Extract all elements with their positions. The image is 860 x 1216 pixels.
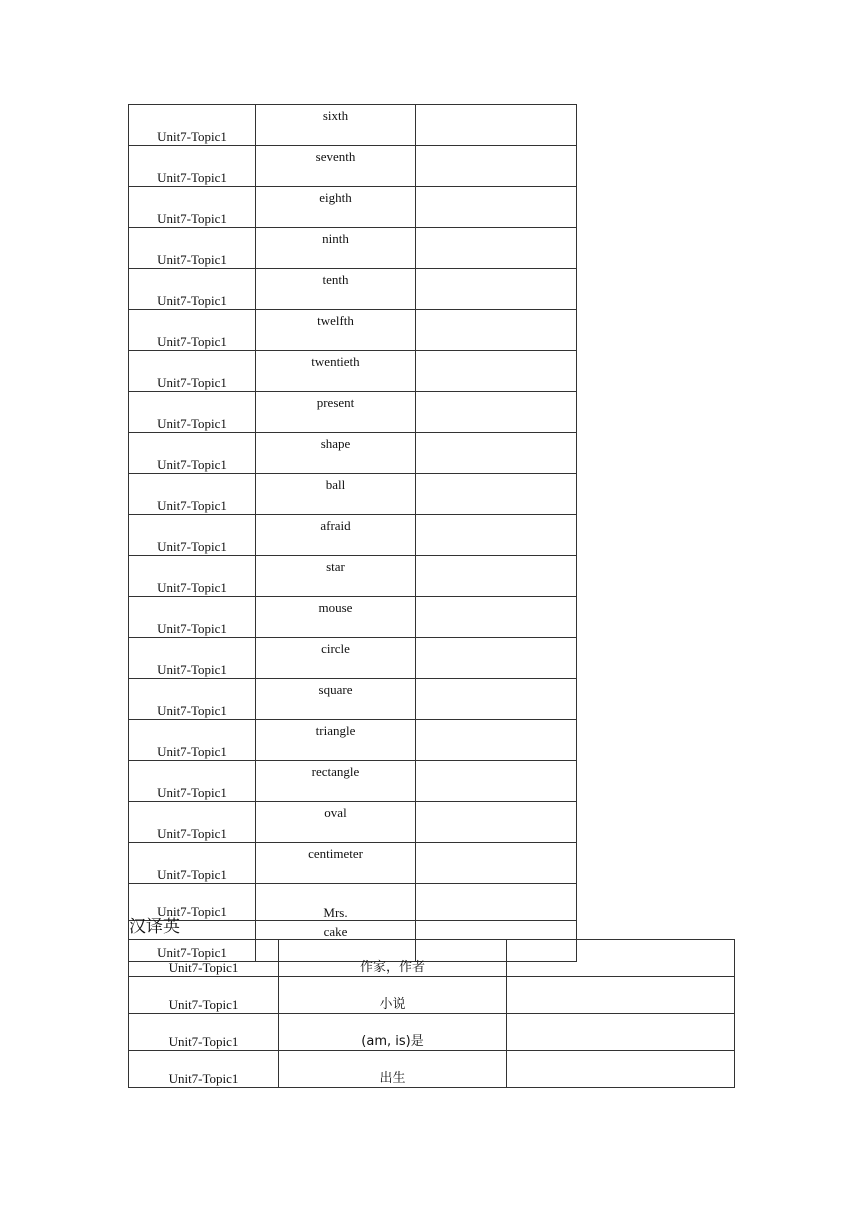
unit-cell: Unit7-Topic1 — [129, 1051, 279, 1088]
answer-cell[interactable] — [416, 761, 577, 802]
table-row — [129, 802, 577, 843]
word-cell: ninth — [256, 228, 416, 269]
answer-cell[interactable] — [416, 269, 577, 310]
unit-cell: Unit7-Topic1 — [129, 597, 256, 638]
unit-cell: Unit7-Topic1 — [129, 351, 256, 392]
answer-cell[interactable] — [507, 940, 735, 977]
table-row — [129, 1051, 735, 1088]
answer-cell[interactable] — [416, 474, 577, 515]
answer-cell[interactable] — [416, 597, 577, 638]
answer-cell[interactable] — [416, 187, 577, 228]
table-row — [129, 679, 577, 720]
word-cell: rectangle — [256, 761, 416, 802]
word-cell: twelfth — [256, 310, 416, 351]
english-to-chinese-table — [128, 104, 577, 962]
unit-cell: Unit7-Topic1 — [129, 187, 256, 228]
answer-cell[interactable] — [416, 720, 577, 761]
table-row — [129, 638, 577, 679]
unit-cell: Unit7-Topic1 — [129, 638, 256, 679]
word-cell: cake — [256, 921, 416, 962]
unit-cell: Unit7-Topic1 — [129, 515, 256, 556]
unit-cell: Unit7-Topic1 — [129, 1014, 279, 1051]
answer-cell[interactable] — [416, 556, 577, 597]
unit-cell: Unit7-Topic1 — [129, 843, 256, 884]
table-row — [129, 1014, 735, 1051]
answer-cell[interactable] — [416, 433, 577, 474]
word-cell: sixth — [256, 105, 416, 146]
word-cell: tenth — [256, 269, 416, 310]
word-cell: eighth — [256, 187, 416, 228]
table-row — [129, 515, 577, 556]
table-row — [129, 146, 577, 187]
word-cell: mouse — [256, 597, 416, 638]
unit-cell: Unit7-Topic1 — [129, 105, 256, 146]
table-row — [129, 351, 577, 392]
unit-cell: Unit7-Topic1 — [129, 884, 256, 921]
answer-cell[interactable] — [416, 884, 577, 921]
table-row — [129, 269, 577, 310]
table-row — [129, 187, 577, 228]
word-cell: 小说 — [279, 977, 507, 1014]
word-cell: circle — [256, 638, 416, 679]
word-cell: afraid — [256, 515, 416, 556]
answer-cell[interactable] — [416, 802, 577, 843]
answer-cell[interactable] — [416, 228, 577, 269]
word-cell: square — [256, 679, 416, 720]
answer-cell[interactable] — [416, 638, 577, 679]
answer-cell[interactable] — [507, 1051, 735, 1088]
answer-cell[interactable] — [416, 105, 577, 146]
word-cell: present — [256, 392, 416, 433]
unit-cell: Unit7-Topic1 — [129, 761, 256, 802]
chinese-to-english-table — [128, 939, 735, 1088]
unit-cell: Unit7-Topic1 — [129, 228, 256, 269]
word-cell: centimeter — [256, 843, 416, 884]
table-row — [129, 843, 577, 884]
table-row — [129, 940, 735, 977]
section-title: 汉译英 — [129, 917, 180, 937]
unit-cell: Unit7-Topic1 — [129, 269, 256, 310]
table-row — [129, 761, 577, 802]
table-row — [129, 474, 577, 515]
table-row — [129, 597, 577, 638]
answer-cell[interactable] — [416, 843, 577, 884]
answer-cell[interactable] — [416, 310, 577, 351]
table-row — [129, 720, 577, 761]
word-cell: oval — [256, 802, 416, 843]
word-cell: triangle — [256, 720, 416, 761]
unit-cell: Unit7-Topic1 — [129, 310, 256, 351]
word-cell: ball — [256, 474, 416, 515]
answer-cell[interactable] — [416, 515, 577, 556]
unit-cell: Unit7-Topic1 — [129, 940, 279, 977]
unit-cell: Unit7-Topic1 — [129, 977, 279, 1014]
answer-cell[interactable] — [507, 1014, 735, 1051]
table-row — [129, 310, 577, 351]
unit-cell: Unit7-Topic1 — [129, 679, 256, 720]
word-cell: Mrs. — [256, 884, 416, 921]
table-row — [129, 884, 577, 921]
answer-cell[interactable] — [416, 679, 577, 720]
table-row — [129, 977, 735, 1014]
unit-cell: Unit7-Topic1 — [129, 474, 256, 515]
word-cell: seventh — [256, 146, 416, 187]
answer-cell[interactable] — [416, 392, 577, 433]
unit-cell: Unit7-Topic1 — [129, 802, 256, 843]
unit-cell: Unit7-Topic1 — [129, 392, 256, 433]
table-row — [129, 392, 577, 433]
word-cell: star — [256, 556, 416, 597]
table-row — [129, 228, 577, 269]
unit-cell: Unit7-Topic1 — [129, 146, 256, 187]
answer-cell[interactable] — [507, 977, 735, 1014]
answer-cell[interactable] — [416, 146, 577, 187]
unit-cell: Unit7-Topic1 — [129, 720, 256, 761]
answer-cell[interactable] — [416, 351, 577, 392]
table-row — [129, 433, 577, 474]
word-cell: shape — [256, 433, 416, 474]
word-cell: (am, is)是 — [279, 1014, 507, 1051]
table-row — [129, 105, 577, 146]
word-cell: 出生 — [279, 1051, 507, 1088]
unit-cell: Unit7-Topic1 — [129, 921, 256, 962]
unit-cell: Unit7-Topic1 — [129, 556, 256, 597]
table-row — [129, 556, 577, 597]
unit-cell: Unit7-Topic1 — [129, 433, 256, 474]
word-cell: 作家，作者 — [279, 940, 507, 977]
word-cell: twentieth — [256, 351, 416, 392]
